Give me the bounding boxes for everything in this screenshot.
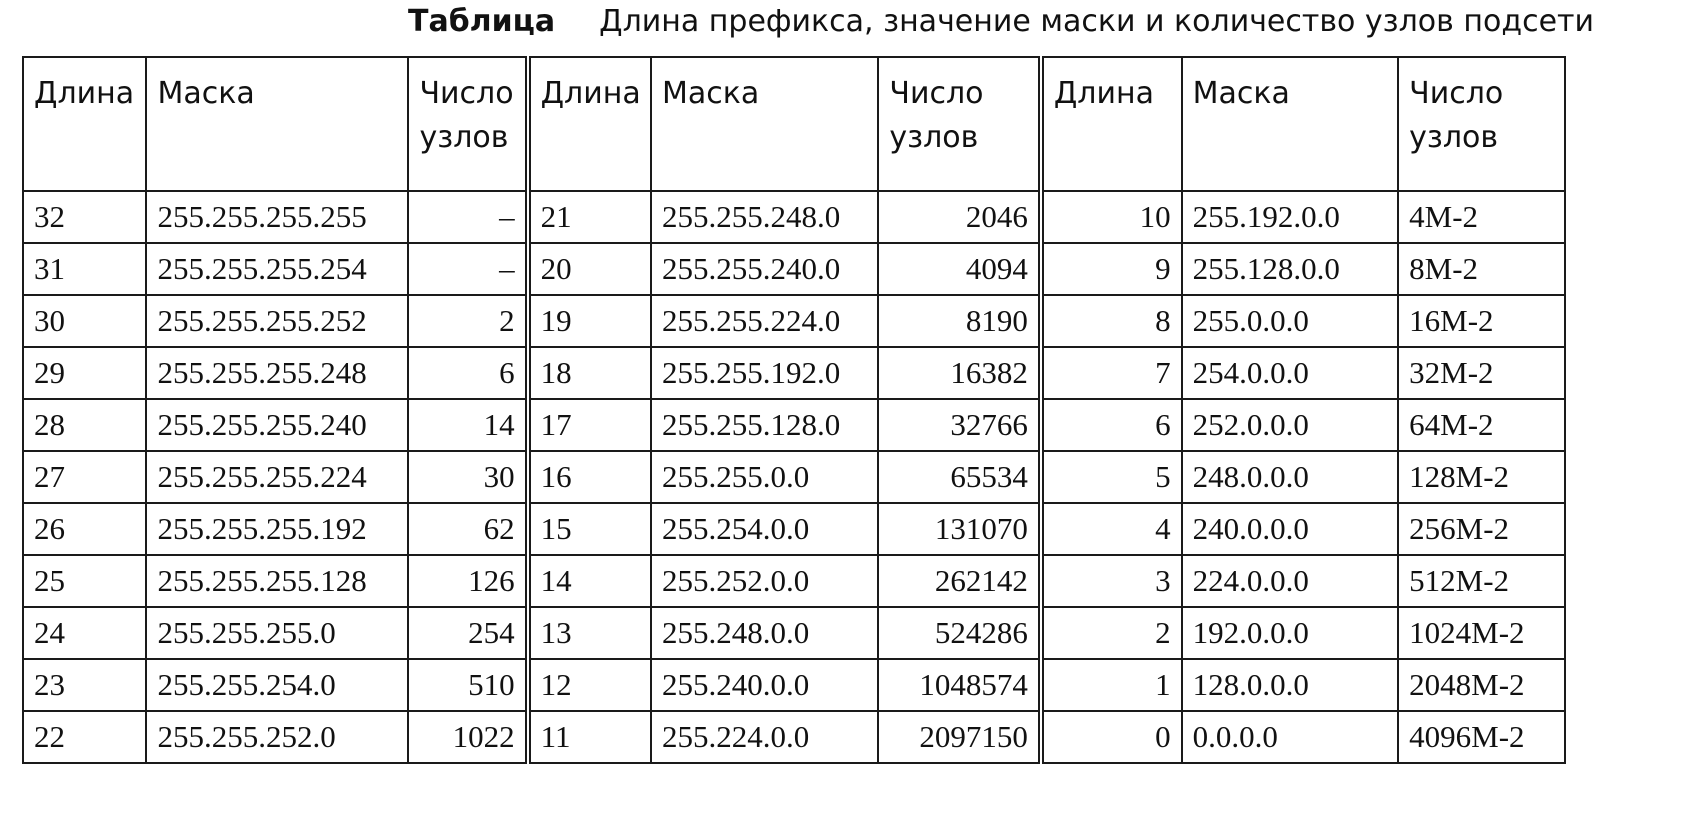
host-count-cell: 2097150 <box>878 711 1040 763</box>
host-count-cell: 510 <box>408 659 527 711</box>
table-caption <box>408 2 1594 42</box>
mask-cell: 255.255.252.0 <box>146 711 408 763</box>
host-count-cell: 131070 <box>878 503 1040 555</box>
prefix-length-cell: 0 <box>1041 711 1182 763</box>
host-count-cell: – <box>408 243 527 295</box>
prefix-length-cell: 11 <box>528 711 651 763</box>
prefix-length-cell: 26 <box>23 503 146 555</box>
mask-cell: 255.248.0.0 <box>651 607 878 659</box>
caption-text: Длина префикса, значение маски и количество узлов подсети <box>599 4 1595 39</box>
prefix-length-cell: 20 <box>528 243 651 295</box>
prefix-length-cell: 32 <box>23 191 146 243</box>
host-count-cell: 64M-2 <box>1398 399 1565 451</box>
host-count-cell: 2046 <box>878 191 1040 243</box>
prefix-length-cell: 14 <box>528 555 651 607</box>
prefix-length-cell: 5 <box>1041 451 1182 503</box>
prefix-length-cell: 21 <box>528 191 651 243</box>
header-mask: Маска <box>1182 57 1399 191</box>
prefix-length-cell: 22 <box>23 711 146 763</box>
prefix-length-cell: 3 <box>1041 555 1182 607</box>
prefix-length-cell: 25 <box>23 555 146 607</box>
header-row <box>23 57 1565 191</box>
mask-cell: 248.0.0.0 <box>1182 451 1399 503</box>
host-count-cell: 6 <box>408 347 527 399</box>
table-row <box>23 191 1565 243</box>
mask-cell: 254.0.0.0 <box>1182 347 1399 399</box>
host-count-cell: 256M-2 <box>1398 503 1565 555</box>
host-count-cell: 8190 <box>878 295 1040 347</box>
host-count-cell: 16M-2 <box>1398 295 1565 347</box>
host-count-cell: 62 <box>408 503 527 555</box>
table-row <box>23 607 1565 659</box>
table-row <box>23 347 1565 399</box>
host-count-cell: 126 <box>408 555 527 607</box>
host-count-cell: 1048574 <box>878 659 1040 711</box>
mask-cell: 192.0.0.0 <box>1182 607 1399 659</box>
header-mask: Маска <box>146 57 408 191</box>
header-hosts: Число узлов <box>408 57 527 191</box>
mask-cell: 224.0.0.0 <box>1182 555 1399 607</box>
header-hosts: Число узлов <box>878 57 1040 191</box>
prefix-length-cell: 17 <box>528 399 651 451</box>
host-count-cell: 32766 <box>878 399 1040 451</box>
mask-cell: 0.0.0.0 <box>1182 711 1399 763</box>
host-count-cell: 2048M-2 <box>1398 659 1565 711</box>
prefix-length-cell: 16 <box>528 451 651 503</box>
header-length: Длина <box>528 57 651 191</box>
host-count-cell: 16382 <box>878 347 1040 399</box>
prefix-length-cell: 18 <box>528 347 651 399</box>
mask-cell: 128.0.0.0 <box>1182 659 1399 711</box>
prefix-length-cell: 27 <box>23 451 146 503</box>
prefix-length-cell: 30 <box>23 295 146 347</box>
mask-cell: 255.128.0.0 <box>1182 243 1399 295</box>
mask-cell: 255.192.0.0 <box>1182 191 1399 243</box>
table-row <box>23 711 1565 763</box>
host-count-cell: 14 <box>408 399 527 451</box>
header-hosts: Число узлов <box>1398 57 1565 191</box>
prefix-mask-table <box>22 56 1566 764</box>
mask-cell: 255.255.240.0 <box>651 243 878 295</box>
prefix-length-cell: 6 <box>1041 399 1182 451</box>
prefix-length-cell: 15 <box>528 503 651 555</box>
prefix-length-cell: 4 <box>1041 503 1182 555</box>
prefix-length-cell: 12 <box>528 659 651 711</box>
host-count-cell: 2 <box>408 295 527 347</box>
prefix-length-cell: 23 <box>23 659 146 711</box>
host-count-cell: – <box>408 191 527 243</box>
table-row <box>23 451 1565 503</box>
prefix-length-cell: 31 <box>23 243 146 295</box>
table-row <box>23 295 1565 347</box>
mask-cell: 255.255.248.0 <box>651 191 878 243</box>
prefix-length-cell: 2 <box>1041 607 1182 659</box>
host-count-cell: 262142 <box>878 555 1040 607</box>
mask-cell: 255.255.255.255 <box>146 191 408 243</box>
prefix-length-cell: 24 <box>23 607 146 659</box>
host-count-cell: 4094 <box>878 243 1040 295</box>
mask-cell: 255.252.0.0 <box>651 555 878 607</box>
caption-label: Таблица <box>408 4 556 39</box>
mask-cell: 255.240.0.0 <box>651 659 878 711</box>
mask-cell: 255.224.0.0 <box>651 711 878 763</box>
host-count-cell: 4096M-2 <box>1398 711 1565 763</box>
mask-cell: 255.255.255.254 <box>146 243 408 295</box>
prefix-length-cell: 1 <box>1041 659 1182 711</box>
mask-cell: 255.255.255.224 <box>146 451 408 503</box>
mask-cell: 240.0.0.0 <box>1182 503 1399 555</box>
table-body <box>23 191 1565 763</box>
host-count-cell: 128M-2 <box>1398 451 1565 503</box>
mask-cell: 255.0.0.0 <box>1182 295 1399 347</box>
prefix-length-cell: 29 <box>23 347 146 399</box>
host-count-cell: 254 <box>408 607 527 659</box>
host-count-cell: 30 <box>408 451 527 503</box>
mask-cell: 255.255.255.128 <box>146 555 408 607</box>
mask-cell: 255.255.255.248 <box>146 347 408 399</box>
host-count-cell: 524286 <box>878 607 1040 659</box>
host-count-cell: 1024M-2 <box>1398 607 1565 659</box>
table-row <box>23 555 1565 607</box>
header-length: Длина <box>23 57 146 191</box>
host-count-cell: 512M-2 <box>1398 555 1565 607</box>
mask-cell: 255.255.255.240 <box>146 399 408 451</box>
mask-cell: 255.255.254.0 <box>146 659 408 711</box>
prefix-length-cell: 10 <box>1041 191 1182 243</box>
mask-cell: 255.254.0.0 <box>651 503 878 555</box>
host-count-cell: 4M-2 <box>1398 191 1565 243</box>
host-count-cell: 1022 <box>408 711 527 763</box>
mask-cell: 255.255.255.192 <box>146 503 408 555</box>
table-row <box>23 659 1565 711</box>
host-count-cell: 8M-2 <box>1398 243 1565 295</box>
table-row <box>23 503 1565 555</box>
header-mask: Маска <box>651 57 878 191</box>
mask-cell: 255.255.128.0 <box>651 399 878 451</box>
header-length: Длина <box>1041 57 1182 191</box>
mask-cell: 255.255.255.252 <box>146 295 408 347</box>
prefix-length-cell: 28 <box>23 399 146 451</box>
host-count-cell: 65534 <box>878 451 1040 503</box>
mask-cell: 255.255.0.0 <box>651 451 878 503</box>
table-row <box>23 243 1565 295</box>
mask-cell: 255.255.255.0 <box>146 607 408 659</box>
prefix-length-cell: 13 <box>528 607 651 659</box>
mask-cell: 252.0.0.0 <box>1182 399 1399 451</box>
table-row <box>23 399 1565 451</box>
prefix-length-cell: 8 <box>1041 295 1182 347</box>
prefix-length-cell: 19 <box>528 295 651 347</box>
prefix-length-cell: 9 <box>1041 243 1182 295</box>
mask-cell: 255.255.224.0 <box>651 295 878 347</box>
host-count-cell: 32M-2 <box>1398 347 1565 399</box>
prefix-length-cell: 7 <box>1041 347 1182 399</box>
mask-cell: 255.255.192.0 <box>651 347 878 399</box>
